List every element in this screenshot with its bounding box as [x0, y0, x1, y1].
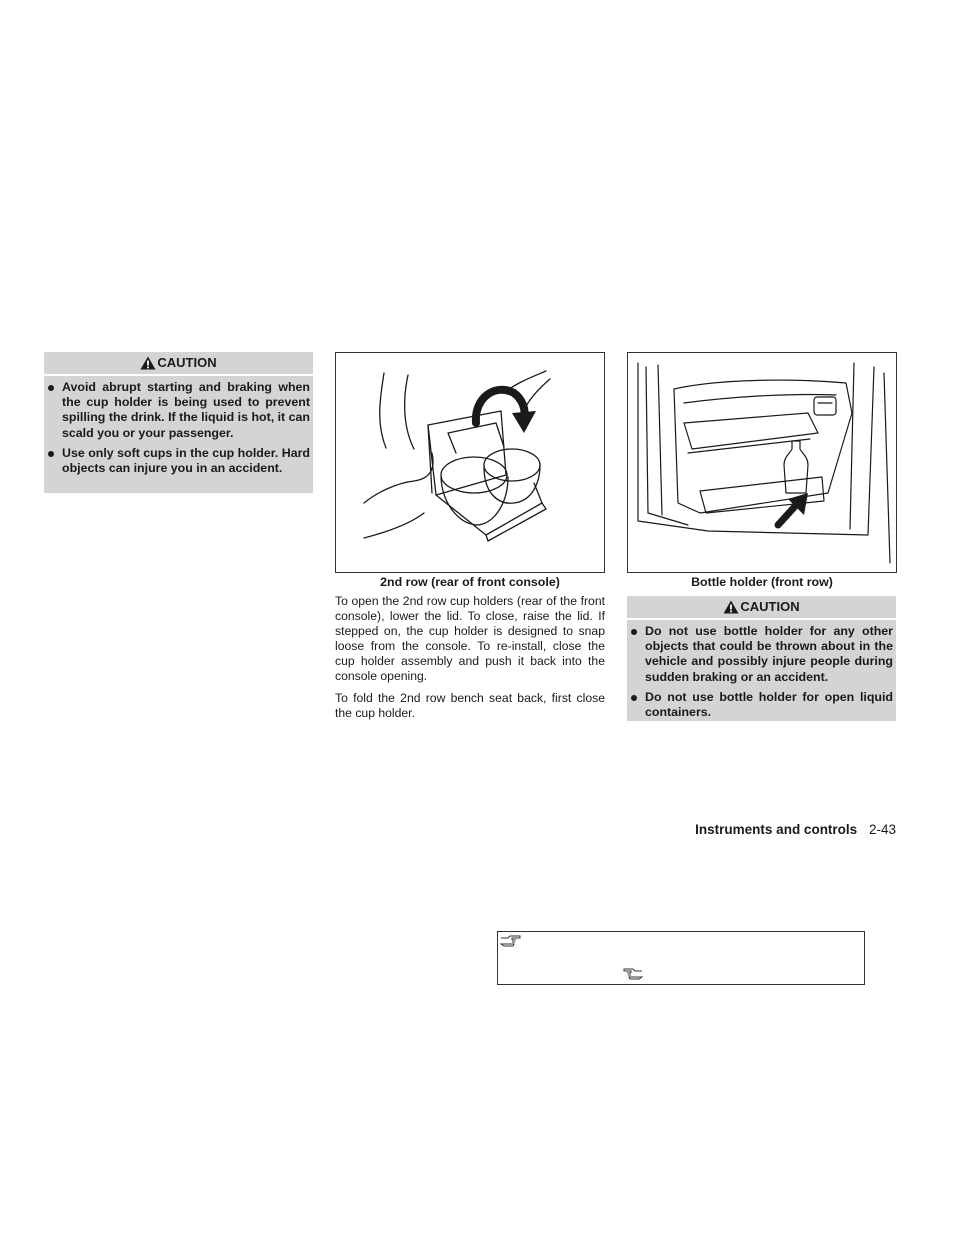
footer-section-title: Instruments and controls	[695, 822, 858, 837]
figure-caption-right: Bottle holder (front row)	[691, 575, 833, 589]
note-box	[497, 931, 865, 985]
door-bottle-holder-illustration	[628, 353, 896, 572]
paragraph: To open the 2nd row cup holders (rear of the front console), lower the lid. To close, raise the lid. If stepped on, the cup holder is designed to snap loose from the console. To re-install, close the cup holder assembly and push it back into the console opening.	[335, 594, 605, 683]
figure-caption-left: 2nd row (rear of front console)	[380, 575, 560, 589]
caution-box-right	[627, 596, 896, 721]
figure-bottle-holder	[627, 352, 897, 573]
pointing-hand-icon	[623, 967, 643, 980]
caution-title: CAUTION	[157, 355, 217, 370]
caution-list	[44, 376, 313, 480]
page-footer	[695, 822, 896, 837]
caution-list	[627, 620, 896, 724]
body-text	[335, 594, 605, 728]
caution-title: CAUTION	[740, 599, 800, 614]
caution-item: Do not use bottle holder for any other objects that could be thrown about in the vehicle and possibly injure people during sudden braking or an accident.	[627, 624, 893, 685]
caution-header	[44, 352, 313, 376]
caution-box-left	[44, 352, 313, 493]
pointing-hand-icon	[500, 934, 522, 948]
paragraph: To fold the 2nd row bench seat back, first close the cup holder.	[335, 691, 605, 720]
figure-cup-holder	[335, 352, 605, 573]
page-number: 2-43	[868, 822, 896, 837]
cup-holder-illustration	[336, 353, 604, 572]
caution-header	[627, 596, 896, 620]
caution-item: Use only soft cups in the cup holder. Hard objects can injure you in an accident.	[44, 446, 310, 476]
caution-item: Avoid abrupt starting and braking when the cup holder is being used to prevent spilling the drink. If the liquid is hot, it can scald you or your passenger.	[44, 380, 310, 441]
warning-triangle-icon	[140, 356, 156, 370]
caution-item: Do not use bottle holder for open liquid containers.	[627, 690, 893, 720]
warning-triangle-icon	[723, 600, 739, 614]
